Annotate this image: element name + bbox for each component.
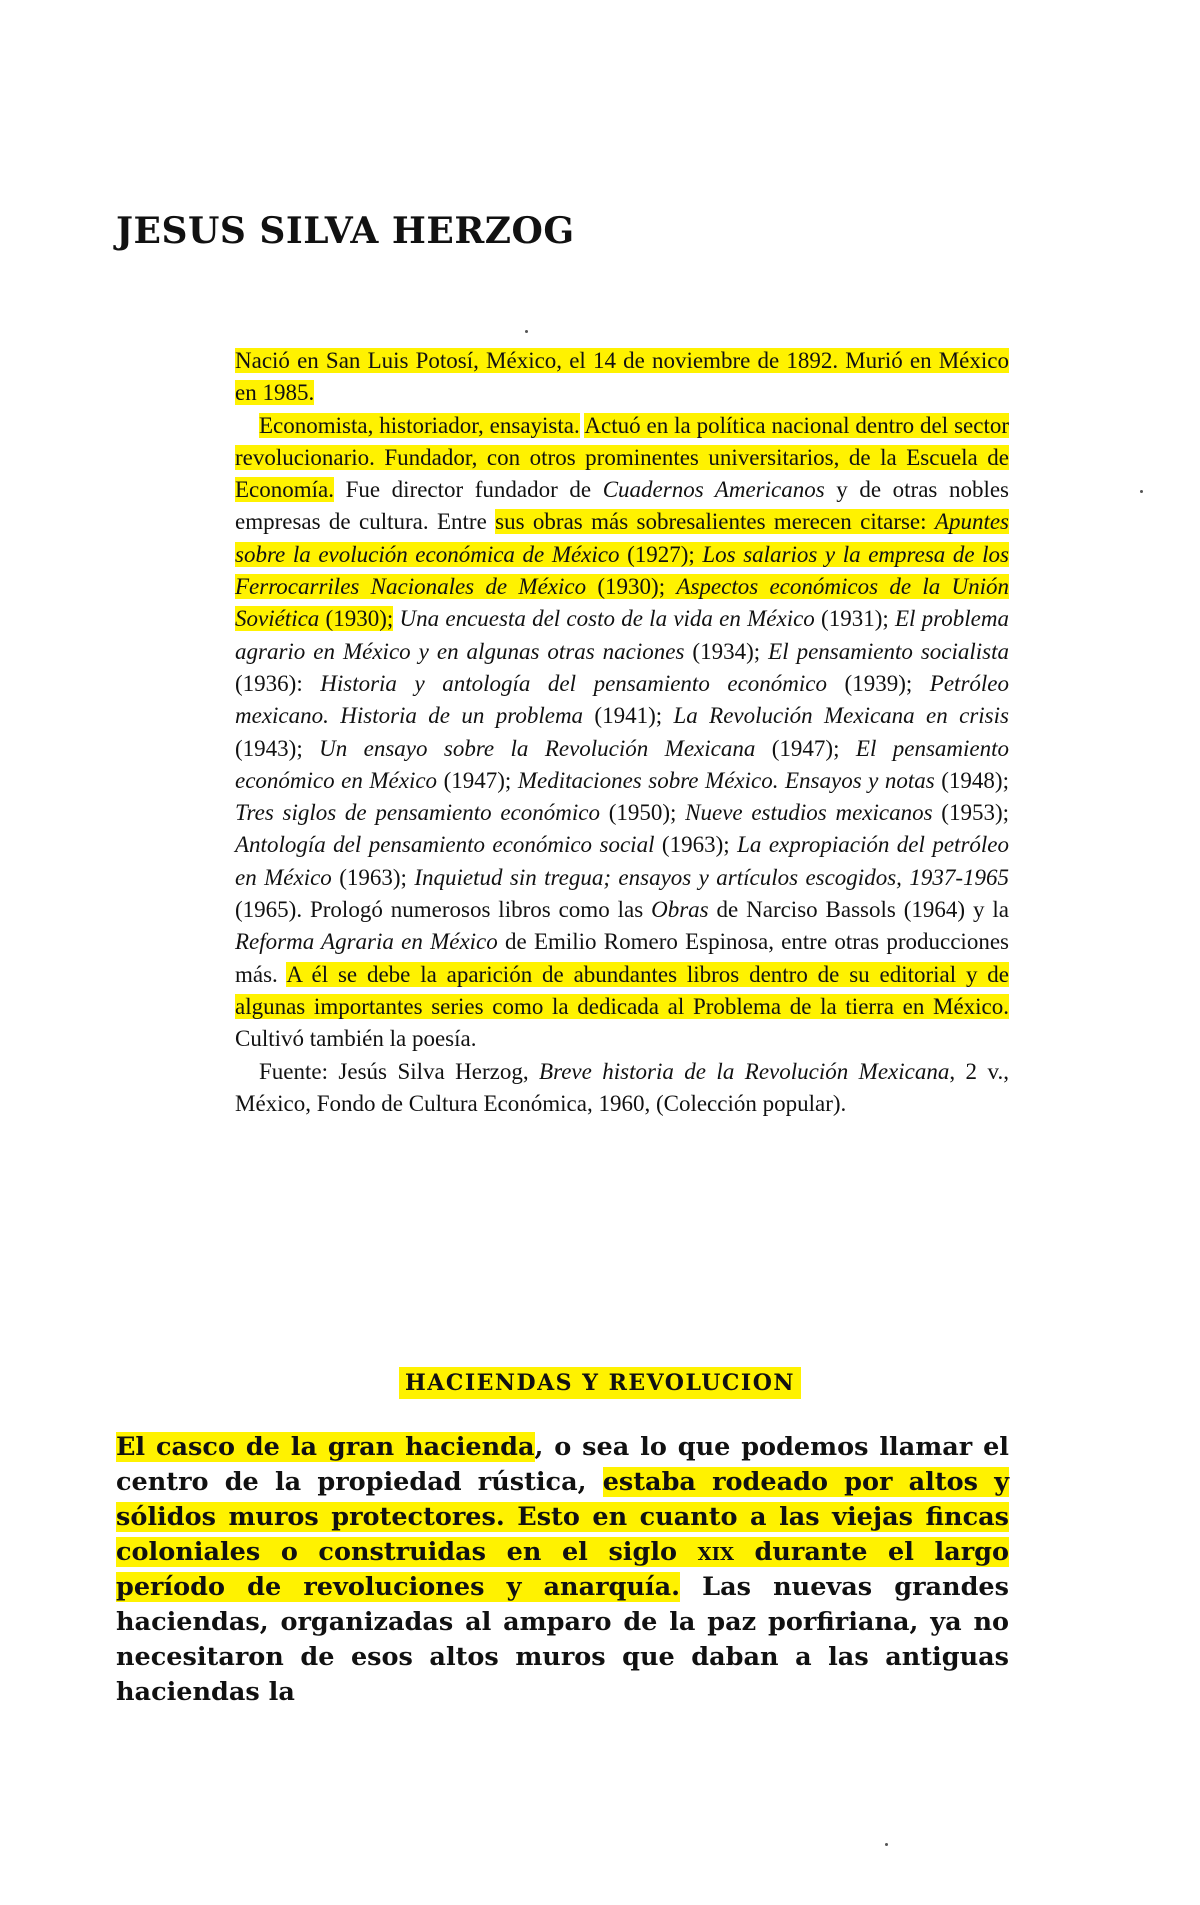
book-title: Historia y antología del pensamiento económico	[320, 670, 827, 696]
text-span: (1930);	[319, 606, 394, 632]
book-title: El pensamiento económico en México	[235, 735, 1009, 793]
highlight: Nació en San Luis Potosí, México, el 14 de noviembre de 1892. Murió en México en 1985.	[235, 348, 1009, 406]
text-span: durante el largo período de revoluciones y anarquía.	[116, 1537, 1009, 1602]
text-span: (1939);	[827, 670, 930, 696]
highlight: A él se debe la aparición de abundantes libros dentro de su editorial y de algunas importantes series como la dedicada al Problema de la tierra en México.	[235, 961, 1009, 1019]
book-title: Reforma Agraria en México	[235, 929, 498, 955]
text-span: (1948);	[934, 767, 1009, 793]
book-title: Meditaciones sobre México. Ensayos y notas	[517, 767, 935, 793]
text-span: (1963);	[331, 864, 415, 890]
bio-paragraph-1	[235, 345, 1009, 410]
text-span: (1931);	[814, 606, 895, 632]
scan-speck	[1140, 490, 1143, 493]
body-paragraph-1	[116, 1430, 1009, 1710]
highlight: Economista, historiador, ensayista.	[259, 412, 580, 438]
book-title: El problema agrario en México y en algunas otras naciones	[235, 606, 1009, 664]
text-span: (1927);	[619, 541, 703, 567]
text-span: sus obras más sobresalientes merecen citarse:	[495, 509, 935, 535]
text-span: (1965). Prologó numerosos libros como las	[235, 897, 652, 923]
text-span: (1934);	[684, 638, 769, 664]
highlight: El casco de la gran hacienda	[116, 1432, 535, 1462]
text-span: (1943);	[235, 735, 320, 761]
text-span: , o sea lo que podemos llamar el centro de la propiedad rústica,	[116, 1432, 1009, 1497]
bio-source	[235, 1056, 1009, 1121]
text-span: y de otras nobles empresas de cultura. Entre	[235, 477, 1009, 535]
text-span: , 2 v., México, Fondo de Cultura Económica, 1960, (Colección popular).	[235, 1058, 1009, 1116]
text-span: Las nuevas grandes haciendas, organizadas al amparo de la paz porfiriana, ya no necesitaron de esos altos muros que daban a las antiguas haciendas la	[116, 1572, 1009, 1707]
text-span: Cultivó también la poesía.	[235, 1026, 477, 1052]
book-title: El pensamiento socialista	[768, 638, 1009, 664]
book-title: Inquietud sin tregua; ensayos y artículos escogidos, 1937-1965	[414, 864, 1009, 890]
roman-numeral: xix	[697, 1537, 734, 1567]
author-biography	[235, 345, 1009, 1120]
scan-speck	[525, 330, 528, 333]
text-span: Fuente: Jesús Silva Herzog,	[259, 1058, 540, 1084]
text-span: (1953);	[932, 800, 1010, 826]
book-title: Una encuesta del costo de la vida en México	[399, 606, 815, 632]
book-title: Cuadernos Americanos	[602, 477, 825, 503]
book-title: Apuntes sobre la evolución económica de México	[235, 509, 1010, 567]
book-title: La Revolución Mexicana en crisis	[673, 703, 1009, 729]
text-span: (1947);	[755, 735, 856, 761]
body-paragraph	[116, 1430, 1009, 1710]
text-span: (1947);	[437, 767, 518, 793]
book-title: Un ensayo sobre la Revolución Mexicana	[319, 735, 756, 761]
text-span: (1936):	[235, 670, 321, 696]
book-title: Tres siglos de pensamiento económico	[235, 800, 600, 826]
text-span: Fue director fundador de	[334, 477, 603, 503]
book-title: Petróleo mexicano. Historia de un problema	[235, 670, 1009, 729]
text-span: estaba rodeado por altos y sólidos muros protectores. Esto en cuanto a las viejas fincas coloniales o construidas en el siglo	[116, 1467, 1010, 1567]
author-heading: JESUS SILVA HERZOG	[116, 210, 575, 252]
book-title: Los salarios y la empresa de los Ferrocarriles Nacionales de México	[235, 541, 1009, 600]
text-span: (1950);	[599, 800, 686, 826]
text-span: de Narciso Bassols (1964) y la	[708, 897, 1009, 923]
text-span: de Emilio Romero Espinosa, entre otras producciones más.	[235, 929, 1009, 987]
text-span: (1941);	[583, 703, 674, 729]
bio-paragraph-2	[235, 410, 1009, 1056]
text-span: (1930);	[586, 574, 677, 600]
scan-speck	[885, 1843, 888, 1846]
section-title	[0, 1370, 1200, 1396]
book-title: La expropiación del petróleo en México	[235, 832, 1009, 890]
book-title: Obras	[651, 897, 709, 923]
section-title-text: HACIENDAS Y REVOLUCION	[399, 1367, 801, 1399]
book-title: Nueve estudios mexicanos	[685, 800, 933, 826]
book-title: Antología del pensamiento económico social	[235, 832, 655, 858]
text-span: (1963);	[654, 832, 738, 858]
book-title: Breve historia de la Revolución Mexicana	[539, 1058, 950, 1084]
highlight: Actuó en la política nacional dentro del sector revolucionario. Fundador, con otros prominentes universitarios, de la Escuela de Economía.	[235, 412, 1009, 503]
book-title: Aspectos económicos de la Unión Soviética	[235, 574, 1009, 632]
